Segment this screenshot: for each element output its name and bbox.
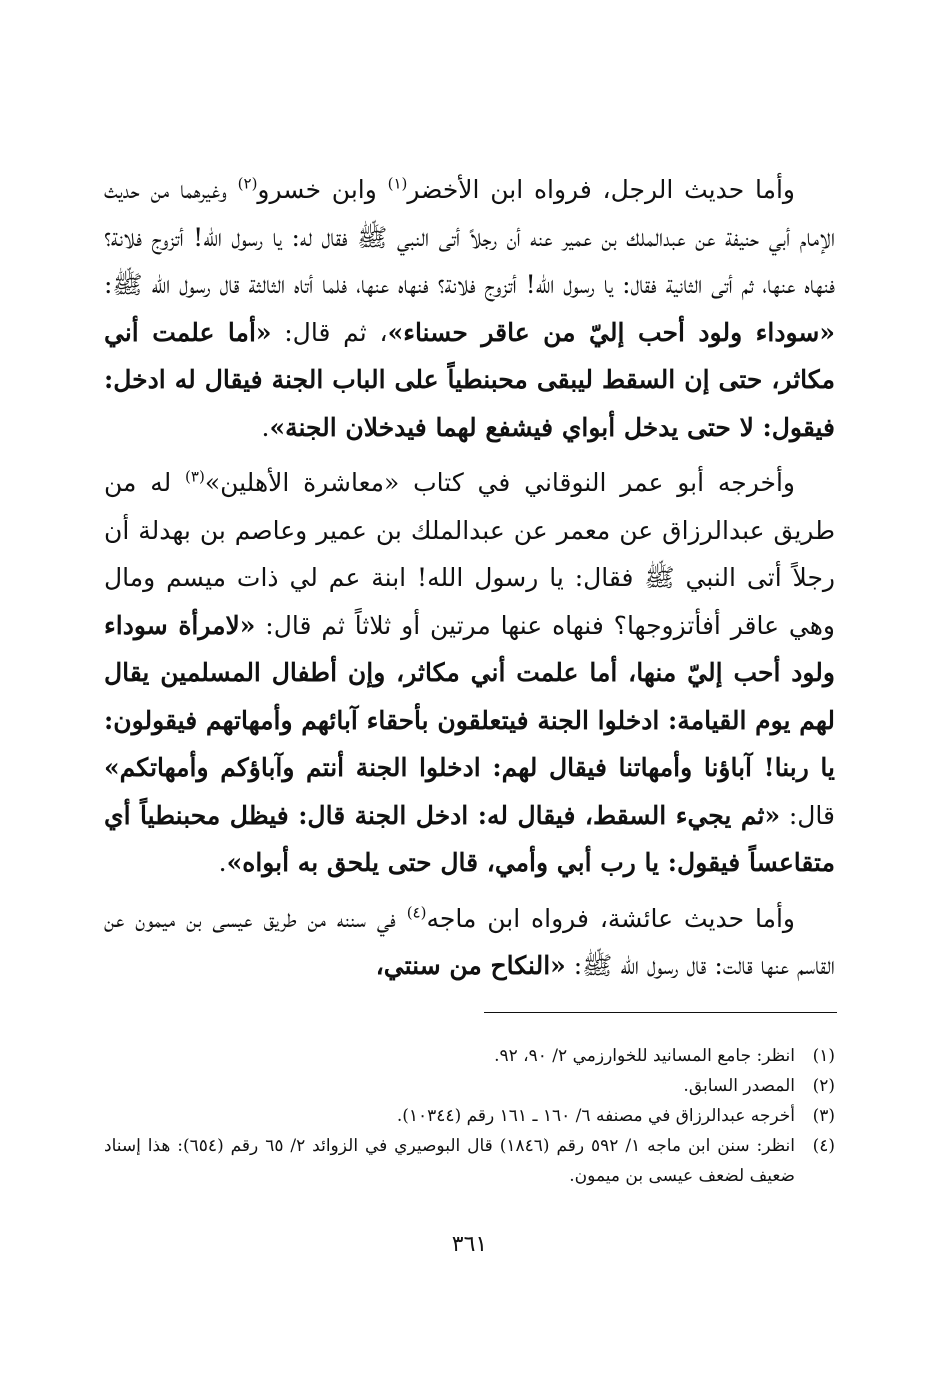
hadith-quote: «سوداء ولود أحب إليّ من عاقر حسناء» xyxy=(387,317,835,347)
text-run: وأما حديث الرجل، فرواه ابن الأخضر xyxy=(407,175,795,204)
hadith-quote: «النكاح من سنتي، xyxy=(375,951,566,980)
text-run: وغيرهما من حديث الإمام أبي حنيفة عن عبدالملك بن عمير عنه أن رجلاً أتى النبي ﷺ فقال له: يا رسول الله! أتزوج فلانة؟ فنهاه عنها، ثم أتى الثانية فقال: يا رسول الله! أتزوج فلانة؟ فنهاه عنها، فلما أتاه الثالثة قال رسول الله ﷺ: xyxy=(104,175,835,299)
paragraph-2 xyxy=(104,459,835,887)
footnotes xyxy=(104,1041,835,1191)
text-run: وأخرجه أبو عمر النوقاني في كتاب «معاشرة الأهلين» xyxy=(204,468,795,497)
footnote-text: انظر: جامع المسانيد للخوارزمي ٢/ ٩٠، ٩٢. xyxy=(494,1046,795,1066)
text-run: ، ثم قال: xyxy=(271,317,388,347)
paragraph-1 xyxy=(104,166,835,451)
text-run: وابن خسرو xyxy=(257,175,388,204)
text-run: . xyxy=(218,848,227,877)
text-run: في سننه من طريق عيسى بن ميمون عن القاسم عنها قالت: قال رسول الله ﷺ: xyxy=(104,903,835,980)
text-run: له من طريق عبدالرزاق عن معمر عن عبدالملك بن عمير وعاصم بن بهدلة أن رجلاً أتى النبي ﷺ فقال: يا رسول الله! ابنة عم لي ذات ميسم ومال وهي عاقر أفأتزوجها؟ فنهاه عنها مرتين أو ثلاثاً ثم قال: xyxy=(104,468,835,640)
footnote-text: انظر: سنن ابن ماجه ١/ ٥٩٢ رقم (١٨٤٦) قال البوصيري في الزوائد ٢/ ٦٥ رقم (٦٥٤): هذا إسناد ضعيف لضعف عيسى بن ميمون. xyxy=(104,1136,796,1186)
footnote-number: (٤) xyxy=(812,1136,835,1156)
footnote-ref-2: (٢) xyxy=(237,174,258,193)
footnote-text: المصدر السابق. xyxy=(683,1076,795,1096)
hadith-quote: «لامرأة سوداء ولود أحب إليّ منها، أما علمت أني مكاثر، وإن أطفال المسلمين يقال لهم يوم القيامة: ادخلوا الجنة فيتعلقون بأحقاء آبائهم وأمهاتهم فيقولون: يا ربنا! آباؤنا وأمهاتنا فيقال لهم: ادخلوا الجنة أنتم وآباؤكم وأمهاتكم» xyxy=(103,610,835,782)
page-number: ٣٦١ xyxy=(451,1232,488,1257)
paragraph-3 xyxy=(104,895,835,990)
footnote-number: (٣) xyxy=(812,1106,835,1126)
hadith-quote: «ثم يجيء السقط، فيقال له: ادخل الجنة قال: فيظل محبنطياً أي متقاعساً فيقول: يا رب أبي وأمي، قال حتى يلحق به أبواه» xyxy=(104,800,835,877)
footnote-number: (٢) xyxy=(812,1076,835,1096)
footnote-4 xyxy=(104,1131,835,1191)
main-text xyxy=(104,166,835,998)
footnote-1 xyxy=(104,1041,835,1071)
footnote-3 xyxy=(104,1101,835,1131)
footnote-ref-3: (٣) xyxy=(185,467,205,486)
text-run: . xyxy=(261,412,270,442)
footnote-number: (١) xyxy=(812,1046,835,1066)
footnote-text: أخرجه عبدالرزاق في مصنفه ٦/ ١٦٠ ـ ١٦١ رقم (١٠٣٤٤). xyxy=(396,1106,795,1126)
footnote-separator xyxy=(484,1012,837,1013)
hadith-quote: «أما علمت أني مكاثر، حتى إن السقط ليبقى محبنطياً على الباب الجنة فيقال له ادخل: فيقول: لا حتى يدخل أبواي فيشفع لهما فيدخلان الجنة» xyxy=(104,317,835,442)
footnote-ref-1: (١) xyxy=(387,174,408,193)
footnote-2 xyxy=(104,1071,835,1101)
footnote-ref-4: (٤) xyxy=(406,903,427,922)
text-run: وأما حديث عائشة، فرواه ابن ماجه xyxy=(426,903,795,933)
text-run: قال: xyxy=(780,800,835,830)
